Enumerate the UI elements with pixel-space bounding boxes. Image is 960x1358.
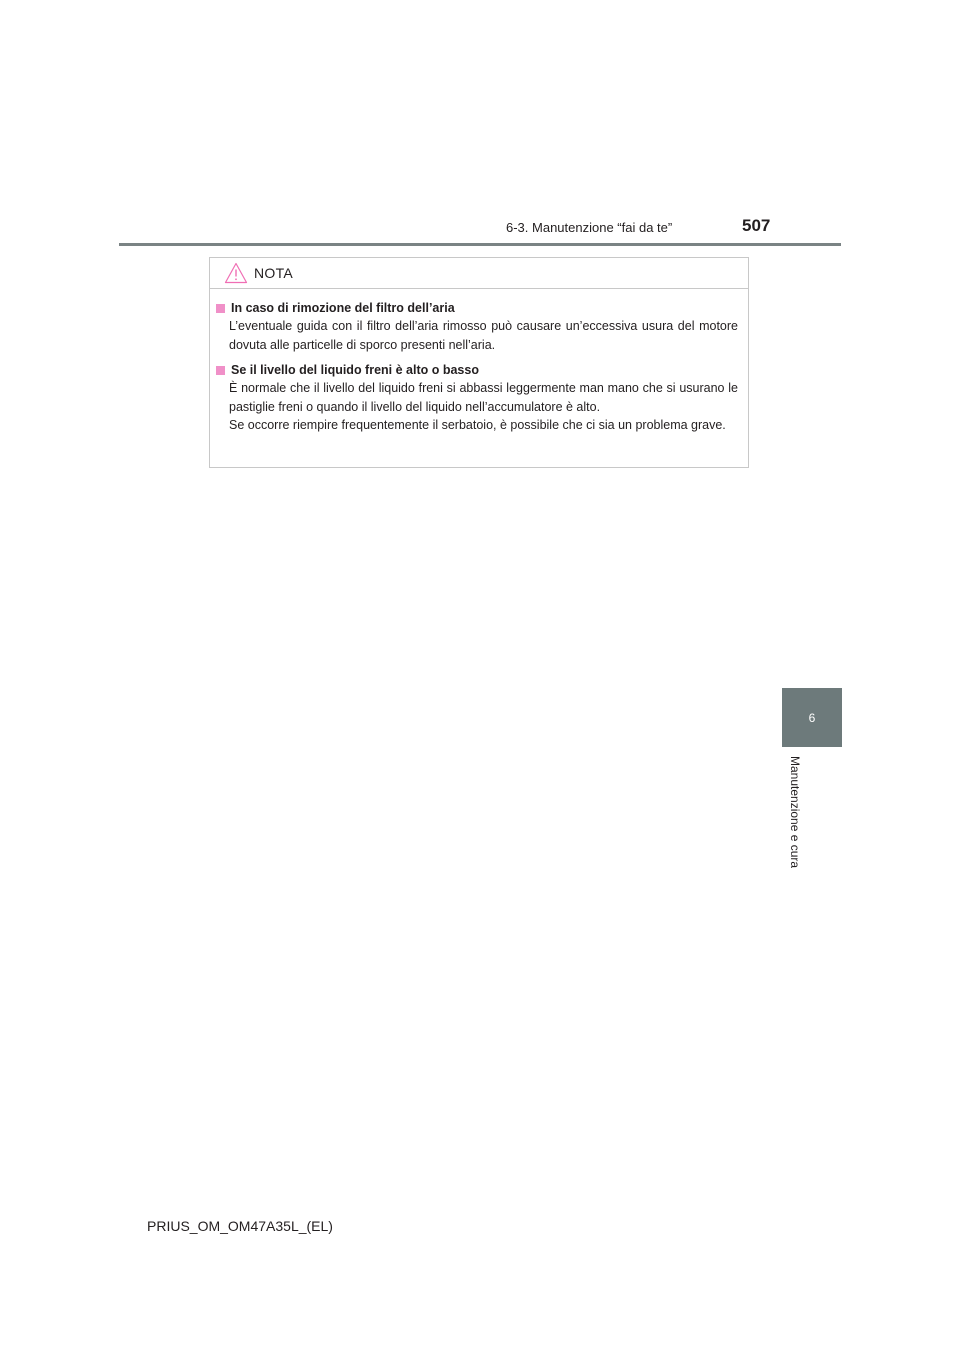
- document-code: PRIUS_OM_OM47A35L_(EL): [147, 1218, 333, 1234]
- notice-header: [210, 258, 748, 289]
- running-header-section: 6-3. Manutenzione “fai da te”: [506, 220, 673, 235]
- notice-box: [209, 257, 749, 468]
- chapter-number: 6: [808, 710, 816, 725]
- notice-item: [216, 361, 738, 435]
- notice-item: [216, 299, 738, 354]
- header-divider: [119, 243, 841, 246]
- notice-item-text: L’eventuale guida con il filtro dell’aria rimosso può causare un’eccessiva usura del motore dovuta alle particelle di sporco presenti nell’aria.: [229, 319, 738, 352]
- chapter-title: Manutenzione e cura: [788, 756, 802, 869]
- notice-item-heading-text: In caso di rimozione del filtro dell’aria: [231, 301, 455, 315]
- chapter-tab: [782, 688, 842, 747]
- notice-item-text: È normale che il livello del liquido freni si abbassi leggermente man mano che si usurano le pastiglie freni o quando il livello del liquido nell’accumulatore è alto. Se occorre riempire frequentemente il serbatoio, è possibile che ci sia un problema grave.: [229, 381, 738, 432]
- notice-body: [210, 289, 748, 435]
- page-number: 507: [742, 216, 771, 235]
- square-bullet-icon: [216, 304, 225, 313]
- notice-item-heading: [216, 299, 738, 317]
- square-bullet-icon: [216, 366, 225, 375]
- warning-triangle-icon: [224, 262, 248, 284]
- notice-item-heading: [216, 361, 738, 379]
- notice-title: NOTA: [254, 265, 294, 281]
- notice-item-heading-text: Se il livello del liquido freni è alto o basso: [231, 363, 479, 377]
